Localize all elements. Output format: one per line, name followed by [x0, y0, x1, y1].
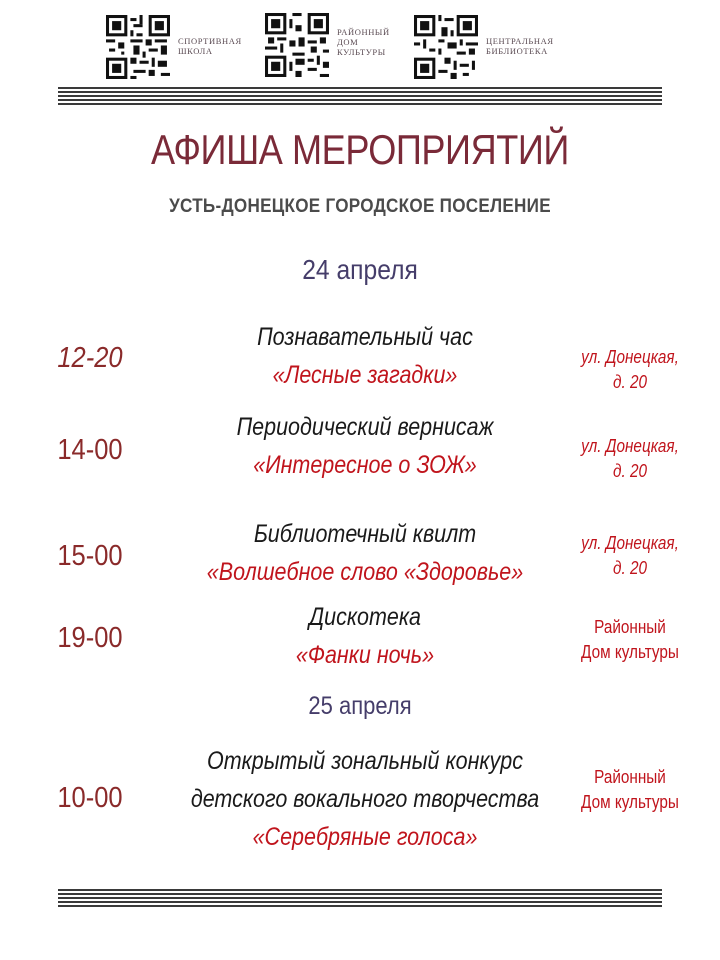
qr-caption-sport: СПОРТИВНАЯ ШКОЛА: [178, 36, 242, 56]
event-place: [562, 345, 698, 395]
place-line: д. 20: [613, 558, 647, 578]
event-description: [180, 598, 550, 674]
place-line: д. 20: [613, 461, 647, 481]
date-heading: 24 апреля: [302, 254, 418, 285]
place-line: ул. Донецкая,: [581, 347, 679, 367]
qr-caption-culture: РАЙОННЫЙ ДОМ КУЛЬТУРЫ: [337, 27, 390, 57]
event-name: «Серебряные голоса»: [252, 823, 478, 851]
date-heading: 25 апреля: [308, 692, 412, 720]
event-place: [562, 615, 698, 665]
event-description: [180, 515, 550, 591]
qr-code-icon[interactable]: [414, 15, 478, 79]
place-line: Районный: [594, 617, 666, 637]
event-place: [562, 531, 698, 581]
bottom-divider: [58, 889, 662, 909]
event-time: 10-00: [57, 782, 123, 814]
event-type: Познавательный час: [257, 323, 473, 351]
qr-code-icon[interactable]: [106, 15, 170, 79]
top-divider: [58, 87, 662, 107]
place-line: Дом культуры: [581, 642, 679, 662]
qr-code-icon[interactable]: [265, 13, 329, 77]
event-description: [180, 742, 550, 856]
event-type: Библиотечный квилт: [253, 520, 477, 548]
page-subtitle: УСТЬ-ДОНЕЦКОЕ ГОРОДСКОЕ ПОСЕЛЕНИЕ: [169, 196, 551, 217]
place-line: Районный: [594, 767, 666, 787]
event-name: «Лесные загадки»: [272, 361, 458, 389]
place-line: ул. Донецкая,: [581, 533, 679, 553]
page-title: АФИША МЕРОПРИЯТИЙ: [151, 126, 569, 173]
event-name: «Интересное о ЗОЖ»: [253, 451, 477, 479]
event-description: [180, 408, 550, 484]
qr-caption-library: ЦЕНТРАЛЬНАЯ БИБЛИОТЕКА: [486, 36, 554, 56]
event-time: 14-00: [57, 434, 123, 466]
event-name: «Волшебное слово «Здоровье»: [206, 558, 524, 586]
qr-header: [0, 0, 720, 80]
event-time: 15-00: [57, 540, 123, 572]
event-type: Открытый зональный конкурс: [206, 747, 524, 775]
event-time: 12-20: [57, 342, 123, 374]
place-line: Дом культуры: [581, 792, 679, 812]
event-place: [562, 765, 698, 815]
event-type: детского вокального творчества: [190, 785, 540, 813]
event-time: 19-00: [57, 622, 123, 654]
event-place: [562, 434, 698, 484]
place-line: д. 20: [613, 372, 647, 392]
event-name: «Фанки ночь»: [295, 641, 435, 669]
event-type: Периодический вернисаж: [236, 413, 494, 441]
event-type: Дискотека: [309, 603, 421, 631]
event-description: [180, 318, 550, 394]
place-line: ул. Донецкая,: [581, 436, 679, 456]
